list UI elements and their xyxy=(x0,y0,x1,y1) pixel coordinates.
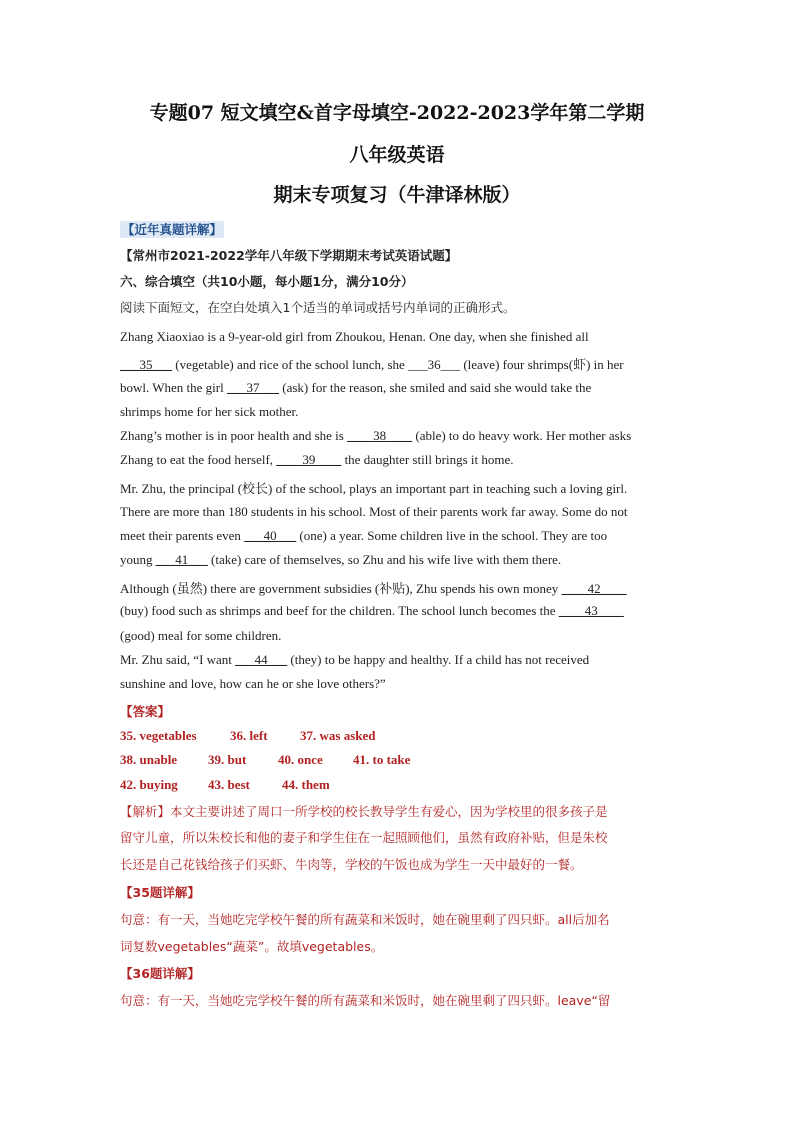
blank-41: ___41___ xyxy=(155,552,208,567)
passage-text: Zhang to eat the food herself, xyxy=(120,452,277,467)
answer-item: 40. once xyxy=(278,752,323,767)
answer-row-2 xyxy=(120,752,410,768)
passage-line-15 xyxy=(120,676,386,692)
detail35-line-1: 句意：有一天，当她吃完学校午餐的所有蔬菜和米饭时，她在碗里剩了四只虾。all后加名 xyxy=(120,912,610,927)
passage-text: Mr. Zhu, the principal (校长) of the school, plays an important part in teaching such a loving girl. xyxy=(120,481,628,496)
passage-line-1 xyxy=(120,329,589,345)
section-tag-text: 【近年真题详解】 xyxy=(122,222,223,237)
blank-35: ___35___ xyxy=(120,357,172,372)
passage-text: bowl. When the girl xyxy=(120,380,227,395)
blank-38: ____38____ xyxy=(347,428,413,443)
detail36-line-1: 句意：有一天，当她吃完学校午餐的所有蔬菜和米饭时，她在碗里剩了四只虾。leave“留 xyxy=(120,993,611,1008)
exam-source: 【常州市2021-2022学年八年级下学期期末考试英语试题】 xyxy=(120,248,458,263)
answer-item: 39. but xyxy=(208,752,247,767)
detail35-line-2: 词复数vegetables“蔬菜”。故填vegetables。 xyxy=(120,939,384,954)
passage-text: Zhang Xiaoxiao is a 9-year-old girl from Zhoukou, Henan. One day, when she finished all xyxy=(120,329,589,344)
answer-item: 38. unable xyxy=(120,752,178,767)
analysis-text: 【解析】本文主要讲述了周口一所学校的校长教导学生有爱心，因为学校里的很多孩子是 xyxy=(120,804,608,819)
passage-line-8 xyxy=(120,504,627,520)
passage-text: Mr. Zhu said, “I want xyxy=(120,652,236,667)
detail36-tag: 【36题详解】 xyxy=(120,966,200,981)
passage-line-13 xyxy=(120,628,281,644)
passage-text: (good) meal for some children. xyxy=(120,628,282,643)
answer-item: 42. buying xyxy=(120,777,178,792)
blank-44: ___44___ xyxy=(235,652,288,667)
passage-text: young xyxy=(120,552,156,567)
passage-line-11 xyxy=(120,578,627,597)
analysis-line-2: 留守儿童，所以朱校长和他的妻子和学生住在一起照顾他们，虽然有政府补贴，但是朱校 xyxy=(120,830,608,845)
passage-text: Zhang’s mother is in poor health and she is xyxy=(120,428,348,443)
passage-text: (able) to do heavy work. Her mother asks xyxy=(412,428,632,443)
passage-text: sunshine and love, how can he or she love others?” xyxy=(120,676,386,691)
answer-row-3 xyxy=(120,777,330,793)
passage-line-9 xyxy=(120,528,607,544)
instruction: 阅读下面短文，在空白处填入1个适当的单词或括号内单词的正确形式。 xyxy=(120,300,516,315)
answer-item: 36. left xyxy=(230,728,268,743)
passage-line-7 xyxy=(120,478,627,497)
blank-42: ____42____ xyxy=(561,581,627,596)
passage-line-3 xyxy=(120,380,591,396)
doc-title-line3: 期末专项复习（牛津译林版） xyxy=(273,184,521,206)
passage-line-5 xyxy=(120,428,631,444)
section-tag xyxy=(120,220,224,238)
passage-text: (vegetable) and rice of the school lunch, she ___36___ (leave) four shrimps(虾) in her xyxy=(172,357,624,372)
blank-37: ___37___ xyxy=(227,380,279,395)
passage-line-6 xyxy=(120,452,514,468)
answer-row-1 xyxy=(120,728,376,744)
passage-text: meet their parents even xyxy=(120,528,245,543)
answer-item: 35. vegetables xyxy=(120,728,197,743)
detail35-tag: 【35题详解】 xyxy=(120,885,200,900)
answer-item: 41. to take xyxy=(353,752,411,767)
blank-43: ____43____ xyxy=(558,603,624,618)
passage-text: (they) to be happy and healthy. If a child has not received xyxy=(287,652,590,667)
blank-40: ___40___ xyxy=(244,528,297,543)
answer-item: 44. them xyxy=(282,777,330,792)
passage-text: Although (虽然) there are government subsidies (补贴), Zhu spends his own money xyxy=(120,581,562,596)
passage-text: shrimps home for her sick mother. xyxy=(120,404,299,419)
passage-line-10 xyxy=(120,552,561,568)
passage-text: There are more than 180 students in his school. Most of their parents work far away. Some do not xyxy=(120,504,628,519)
passage-text: (one) a year. Some children live in the school. They are too xyxy=(296,528,608,543)
passage-text: (buy) food such as shrimps and beef for the children. The school lunch becomes the xyxy=(120,603,559,618)
answer-item: 37. was asked xyxy=(300,728,376,743)
question-header: 六、综合填空（共10小题，每小题1分，满分10分） xyxy=(120,274,414,289)
passage-text: (ask) for the reason, she smiled and said she would take the xyxy=(279,380,592,395)
doc-title-line1: 专题07 短文填空&首字母填空-2022-2023学年第二学期 xyxy=(149,102,645,124)
doc-title-line2: 八年级英语 xyxy=(349,144,445,166)
answer-tag: 【答案】 xyxy=(120,704,171,719)
passage-text: (take) care of themselves, so Zhu and his wife live with them there. xyxy=(207,552,562,567)
passage-line-4 xyxy=(120,404,298,420)
passage-line-12 xyxy=(120,603,624,619)
analysis-line-3: 长还是自己花钱给孩子们买虾、牛肉等，学校的午饭也成为学生一天中最好的一餐。 xyxy=(120,857,583,872)
blank-39: ____39____ xyxy=(276,452,342,467)
analysis-line-1 xyxy=(120,802,608,820)
answer-item: 43. best xyxy=(208,777,250,792)
passage-text: the daughter still brings it home. xyxy=(341,452,514,467)
passage-line-2 xyxy=(120,354,624,373)
passage-line-14 xyxy=(120,652,589,668)
